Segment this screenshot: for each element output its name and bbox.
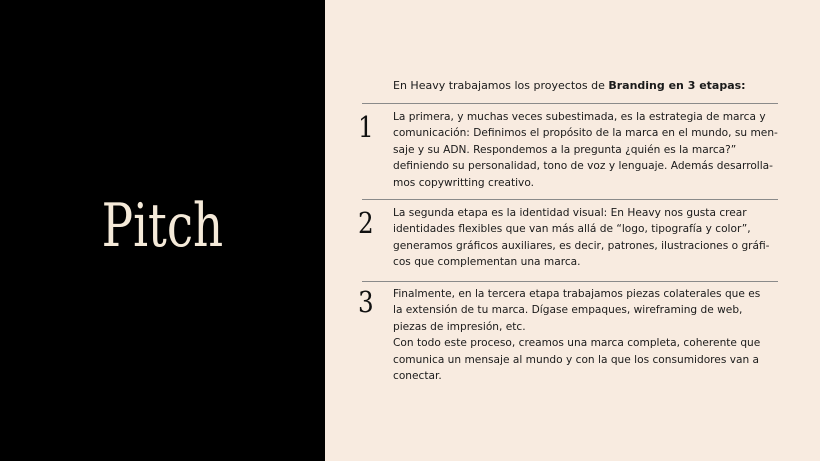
divider-1 — [362, 103, 778, 104]
step-3-line: conectar. — [393, 370, 442, 383]
step-1-line: mos copywritting creativo. — [393, 176, 534, 189]
intro-regular: En Heavy trabajamos los proyectos de — [393, 79, 609, 92]
step-text-2 — [393, 205, 776, 271]
step-number-3: 3 — [358, 285, 374, 319]
step-2-line: cos que complementan una marca. — [393, 256, 581, 269]
divider-3 — [362, 281, 778, 282]
step-2-line: generamos gráficos auxiliares, es decir, patrones, ilustraciones o gráfi- — [393, 239, 770, 252]
step-3-line: Con todo este proceso, creamos una marca completa, coherente que — [393, 337, 761, 350]
intro-text — [393, 78, 783, 93]
step-1-line: comunicación: Definimos el propósito de la marca en el mundo, su men- — [393, 127, 778, 140]
step-text-1 — [393, 109, 776, 191]
step-2-line: La segunda etapa es la identidad visual: En Heavy nos gusta crear — [393, 207, 747, 219]
step-1-line: saje y su ADN. Respondemos a la pregunta ¿quién es la marca?” — [393, 143, 737, 156]
step-1-line: La primera, y muchas veces subestimada, es la estrategia de marca y — [393, 111, 766, 123]
step-number-1: 1 — [358, 110, 374, 144]
intro-bold: Branding en 3 etapas: — [608, 79, 746, 92]
divider-2 — [362, 199, 778, 200]
step-3-line: la extensión de tu marca. Dígase empaques, wireframing de web, — [393, 304, 743, 317]
step-number-2: 2 — [358, 206, 374, 240]
step-3-line: comunica un mensaje al mundo y con la que los consumidores van a — [393, 353, 760, 366]
step-3-line: piezas de impresión, etc. — [393, 320, 526, 333]
page-title: Pitch — [101, 191, 224, 261]
step-1-line: definiendo su personalidad, tono de voz y lenguaje. Además desarrolla- — [393, 160, 773, 173]
step-text-3 — [393, 286, 776, 384]
step-2-line: identidades flexibles que van más allá de “logo, tipografía y color”, — [393, 223, 751, 236]
step-3-line: Finalmente, en la tercera etapa trabajamos piezas colaterales que es — [393, 288, 761, 300]
left-panel — [0, 0, 325, 461]
